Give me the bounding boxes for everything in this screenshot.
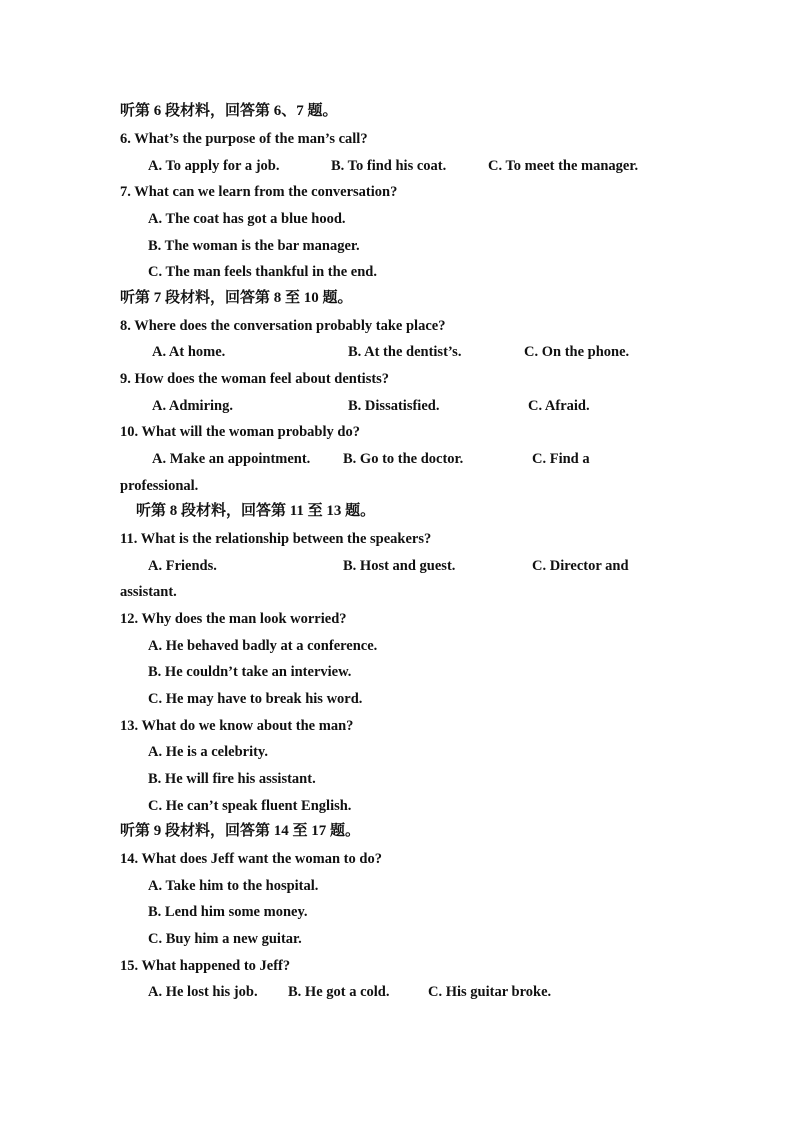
question-12-option-a: A. He behaved badly at a conference. (148, 638, 378, 654)
question-13-option-b: B. He will fire his assistant. (148, 771, 316, 787)
question-15-option-b: B. He got a cold. (288, 984, 390, 1000)
question-13-stem: 13. What do we know about the man? (120, 718, 354, 734)
question-8-option-b: B. At the dentist’s. (348, 344, 462, 360)
question-13-option-c: C. He can’t speak fluent English. (148, 798, 352, 814)
question-9-option-c: C. Afraid. (528, 398, 590, 414)
question-8-option-a: A. At home. (152, 344, 226, 360)
question-14-option-b: B. Lend him some money. (148, 904, 308, 920)
question-8-stem: 8. Where does the conversation probably take place? (120, 318, 446, 334)
question-11-stem: 11. What is the relationship between the speakers? (120, 531, 432, 547)
question-15-option-a: A. He lost his job. (148, 984, 258, 1000)
question-7-option-b: B. The woman is the bar manager. (148, 238, 360, 254)
question-10-option-a: A. Make an appointment. (152, 451, 311, 467)
question-15-option-c: C. His guitar broke. (428, 984, 552, 1000)
question-13-option-a: A. He is a celebrity. (148, 744, 269, 760)
question-11-option-c: C. Director and (532, 558, 629, 574)
question-6-option-b: B. To find his coat. (331, 158, 447, 174)
question-15-stem: 15. What happened to Jeff? (120, 958, 291, 974)
question-14-option-a: A. Take him to the hospital. (148, 878, 319, 894)
question-10-option-c-continuation: professional. (120, 478, 199, 494)
question-10-option-c: C. Find a (532, 451, 590, 467)
question-7-option-a: A. The coat has got a blue hood. (148, 211, 346, 227)
question-14-option-c: C. Buy him a new guitar. (148, 931, 302, 947)
question-7-option-c: C. The man feels thankful in the end. (148, 264, 377, 280)
question-10-option-b: B. Go to the doctor. (343, 451, 464, 467)
question-6-option-c: C. To meet the manager. (488, 158, 639, 174)
question-12-option-b: B. He couldn’t take an interview. (148, 664, 352, 680)
question-7-stem: 7. What can we learn from the conversation? (120, 184, 398, 200)
question-12-stem: 12. Why does the man look worried? (120, 611, 347, 627)
question-6-stem: 6. What’s the purpose of the man’s call? (120, 131, 368, 147)
question-11-option-b: B. Host and guest. (343, 558, 456, 574)
question-12-option-c: C. He may have to break his word. (148, 691, 363, 707)
question-9-option-b: B. Dissatisfied. (348, 398, 440, 414)
question-8-option-c: C. On the phone. (524, 344, 630, 360)
section-header-8: 听第 8 段材料，回答第 11 至 13 题。 (136, 503, 376, 519)
question-14-stem: 14. What does Jeff want the woman to do? (120, 851, 382, 867)
section-header-9: 听第 9 段材料，回答第 14 至 17 题。 (120, 823, 361, 839)
section-header-7: 听第 7 段材料，回答第 8 至 10 题。 (120, 290, 353, 306)
question-9-option-a: A. Admiring. (152, 398, 233, 414)
question-11-option-c-continuation: assistant. (120, 584, 177, 600)
question-11-option-a: A. Friends. (148, 558, 217, 574)
question-10-stem: 10. What will the woman probably do? (120, 424, 360, 440)
section-header-6: 听第 6 段材料，回答第 6、7 题。 (120, 103, 338, 119)
question-9-stem: 9. How does the woman feel about dentists? (120, 371, 390, 387)
question-6-option-a: A. To apply for a job. (148, 158, 280, 174)
